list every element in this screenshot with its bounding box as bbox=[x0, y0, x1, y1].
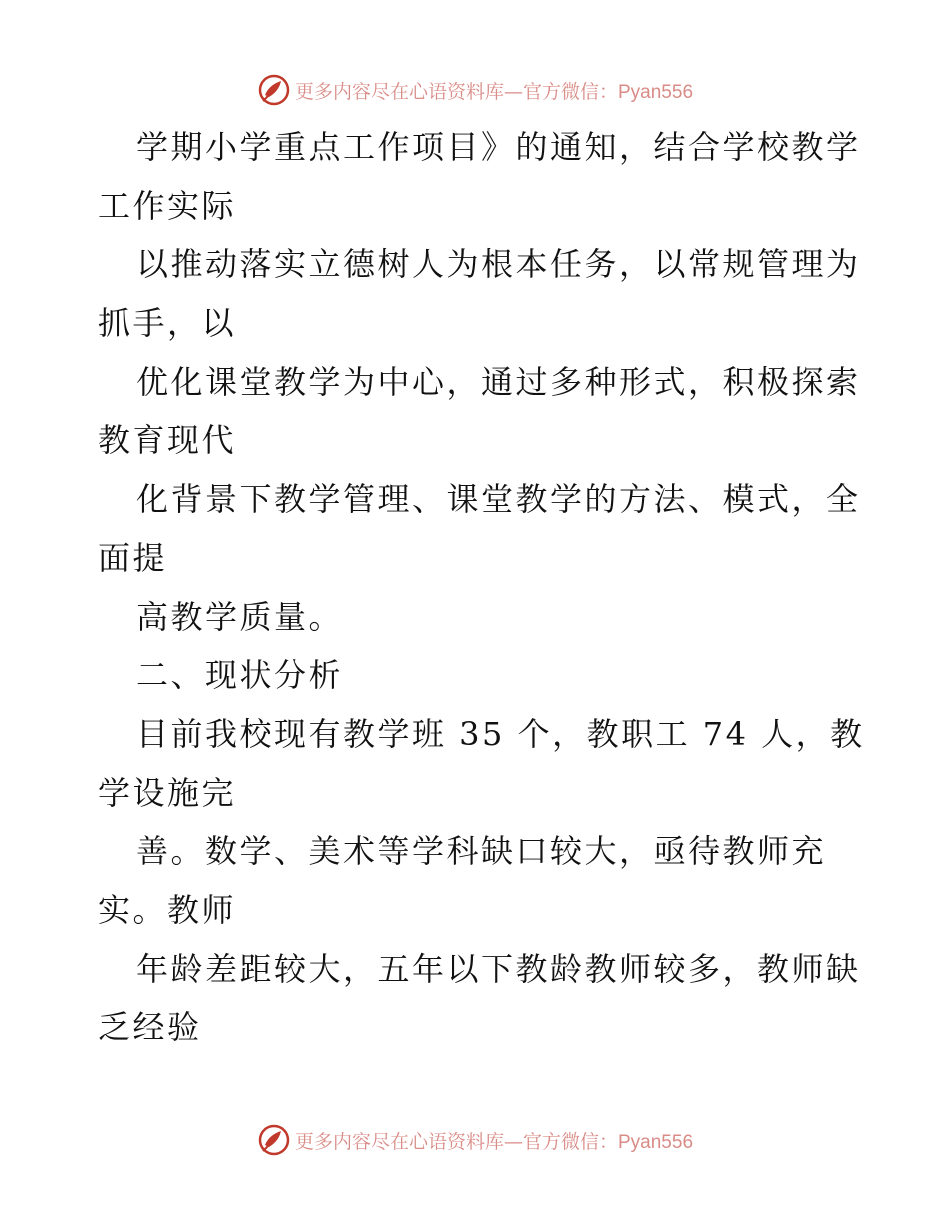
paragraph-line: 工作实际 bbox=[98, 186, 237, 225]
header-watermark bbox=[0, 70, 950, 110]
paragraph-line: 乏经验 bbox=[98, 1008, 202, 1047]
document-body bbox=[98, 118, 865, 1057]
paragraph-line: 教育现代 bbox=[98, 421, 237, 460]
footer-watermark bbox=[0, 1120, 950, 1160]
paragraph-line: 面提 bbox=[98, 538, 168, 577]
paragraph-line: 善。数学、美术等学科缺口较大，亟待教师充 bbox=[136, 832, 827, 871]
paragraph-line: 学期小学重点工作项目》的通知，结合学校教学 bbox=[136, 128, 861, 166]
paragraph-line: 以推动落实立德树人为根本任务，以常规管理为 bbox=[136, 245, 861, 284]
paragraph-line: 化背景下教学管理、课堂教学的方法、模式，全 bbox=[136, 480, 861, 519]
paragraph-line: 学设施完 bbox=[98, 773, 237, 812]
watermark-account: Pyan556 bbox=[618, 81, 694, 103]
paragraph-line: 高教学质量。 bbox=[136, 597, 344, 636]
paragraph-line: 目前我校现有教学班 35 个，教职工 74 人，教 bbox=[136, 714, 865, 753]
quill-pen-logo-icon bbox=[257, 73, 291, 107]
paragraph-line: 优化课堂教学为中心，通过多种形式，积极探索 bbox=[136, 362, 861, 401]
paragraph-line: 抓手，以 bbox=[98, 304, 237, 343]
watermark-account: Pyan556 bbox=[618, 1131, 694, 1153]
quill-pen-logo-icon bbox=[257, 1123, 291, 1157]
paragraph-line: 年龄差距较大，五年以下教龄教师较多，教师缺 bbox=[136, 949, 861, 988]
paragraph-line: 实。教师 bbox=[98, 890, 237, 929]
watermark-text: 更多内容尽在心语资料库—官方微信：Pyan556 bbox=[294, 1130, 694, 1153]
watermark-text: 更多内容尽在心语资料库—官方微信：Pyan556 bbox=[294, 80, 694, 103]
paragraph-line: 二、现状分析 bbox=[136, 656, 344, 695]
